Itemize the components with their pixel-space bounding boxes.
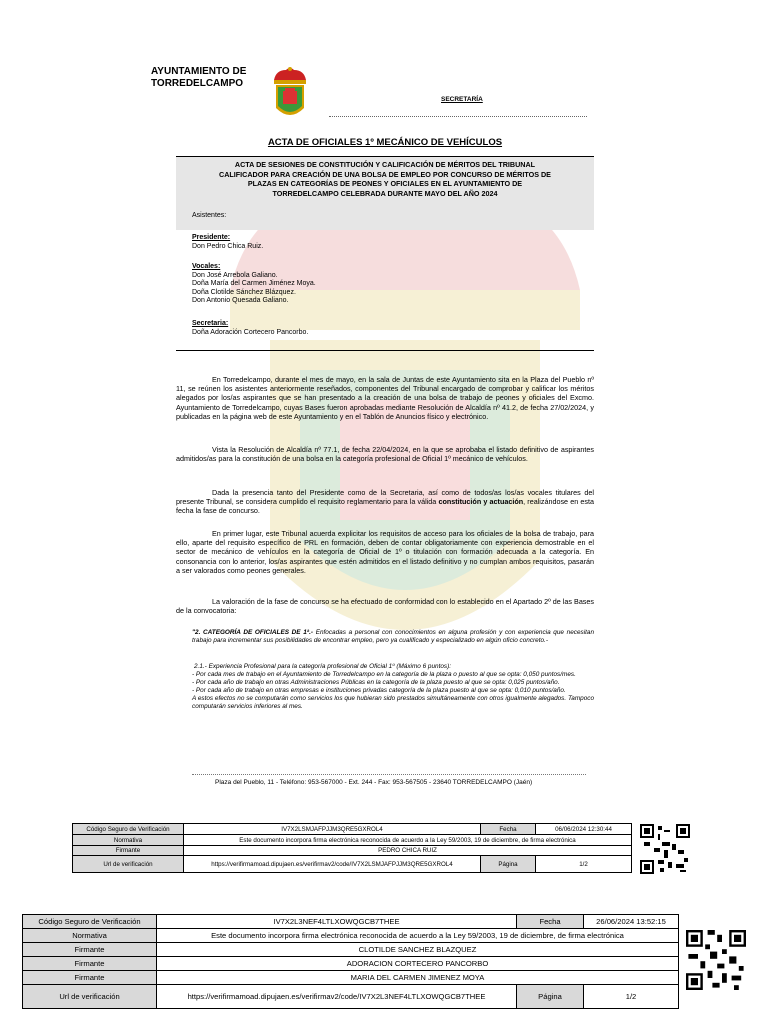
p3-text-end: , realizándose en esta fecha la fase de concurso. [176, 497, 594, 516]
fecha-value: 06/06/2024 12:30:44 [536, 824, 632, 835]
vocal-name: Don José Arrebola Galiano. [192, 271, 278, 279]
heading-line: TORREDELCAMPO CELEBRADA DURANTE MAYO DEL AÑO 2024 [272, 188, 498, 198]
csv-value: IV7X2L3NEF4LTLXOWQGCB7THEE [157, 915, 517, 929]
normativa-label: Normativa [23, 929, 157, 943]
paragraph-2: Vista la Resolución de Alcaldía nº 77.1, de fecha 22/04/2024, en la que se aprobaba el listado definitivo de aspirantes admitidos/as para la constitución de una bolsa en la categoría profesional de Oficial 1º mecánico de vehículos. [176, 445, 594, 464]
firmante-value: CLOTILDE SANCHEZ BLAZQUEZ [157, 943, 679, 957]
url-label: Url de verificación [73, 856, 184, 873]
csv-value: IV7X2LSMJAFPJJM3QRE5GXROL4 [184, 824, 481, 835]
divider [329, 116, 587, 117]
csv-label: Código Seguro de Verificación [23, 915, 157, 929]
firmante-value: PEDRO CHICA RUIZ [184, 846, 632, 856]
paragraph-5: La valoración de la fase de concurso se ha efectuado de conformidad con lo establecido en el Apartado 2º de las Bases de la convocatoria: [176, 597, 594, 616]
session-heading [176, 157, 594, 230]
secretaria-label: SECRETARÍA [441, 96, 483, 103]
firmante-label: Firmante [23, 957, 157, 971]
heading-line: CALIFICADOR PARA CREACIÓN DE UNA BOLSA DE EMPLEO POR CONCURSO DE MÉRITOS DE [219, 169, 551, 179]
pagina-label: Página [481, 856, 536, 873]
vocales-label: Vocales: [192, 263, 221, 270]
quote-line: - Por cada mes de trabajo en el Ayuntamiento de Torredelcampo en la categoría de la plaza o puesto al que se opta: 0,050 puntos/mes. [192, 671, 576, 678]
firmante-label: Firmante [23, 943, 157, 957]
firmante-label: Firmante [23, 971, 157, 985]
footer-divider [192, 774, 586, 775]
csv-label: Código Seguro de Verificación [73, 824, 184, 835]
document-title: ACTA DE OFICIALES 1º MECÁNICO DE VEHÍCULOS [267, 137, 503, 148]
firmante-label: Firmante [73, 846, 184, 856]
coat-of-arms-logo [268, 66, 312, 122]
presidente-name: Don Pedro Chica Ruiz. [192, 242, 264, 250]
quote-line: - Por cada año de trabajo en otras empresas e instituciones privadas categoría de la plaza puesto al que se opta: 0,010 puntos/año. [192, 687, 566, 694]
pagina-value: 1/2 [584, 985, 679, 1009]
verification-table-1 [72, 823, 632, 873]
url-value[interactable]: https://verifirmamoad.dipujaen.es/verifirmav2/code/IV7X2L3NEF4LTLXOWQGCB7THEE [157, 985, 517, 1009]
ayuntamiento-heading: AYUNTAMIENTO DE TORREDELCAMPO [151, 66, 247, 89]
normativa-value: Este documento incorpora firma electrónica reconocida de acuerdo a la Ley 59/2003, 19 de diciembre, de firma electrónica [157, 929, 679, 943]
p3-bold: constitución y actuación [438, 497, 524, 507]
paragraph-3 [176, 488, 594, 516]
vocal-name: Doña Clotilde Sánchez Blázquez. [192, 288, 296, 296]
fecha-value: 26/06/2024 13:52:15 [584, 915, 679, 929]
qr-code-icon [640, 824, 690, 874]
qr-code-icon [686, 930, 746, 990]
fecha-label: Fecha [481, 824, 536, 835]
quote-category [192, 629, 594, 645]
quote-line: 2.1.- Experiencia Profesional para la categoría profesional de Oficial 1º (Máximo 6 puntos): [194, 663, 452, 670]
pagina-label: Página [517, 985, 584, 1009]
quote-experience [192, 663, 594, 711]
footer-address: Plaza del Pueblo, 11 - Teléfono: 953-567000 - Ext. 244 - Fax: 953-567505 - 23640 TORREDELCAMPO (Jaén) [215, 779, 533, 786]
quote-category-title: "2. CATEGORÍA DE OFICIALES DE 1ª.- [192, 629, 314, 636]
vocal-name: Don Antonio Quesada Galiano. [192, 297, 289, 305]
normativa-label: Normativa [73, 835, 184, 846]
url-label: Url de verificación [23, 985, 157, 1009]
firmante-value: MARIA DEL CARMEN JIMENEZ MOYA [157, 971, 679, 985]
quote-category-text: Enfocadas a personal con conocimientos en alguna profesión y con experiencia que necesitan trabajo para incrementar sus posibilidades de encontrar empleo, pero ya cualificado y especializado en algún oficio concreto.- [192, 629, 594, 644]
session-box [176, 156, 594, 351]
secretaria-role-label: Secretaria: [192, 320, 229, 327]
asistentes-label: Asistentes: [192, 212, 227, 219]
paragraph-1: En Torredelcampo, durante el mes de mayo, en la sala de Juntas de este Ayuntamiento sita en la Plaza del Pueblo nº 11, se reúnen los asistentes anteriormente reseñados, componentes del Tribunal encargado de comprobar y calificar los méritos alegados por los/as aspirantes que se han presentado a la creación de una bolsa de trabajo de peones y oficiales del Excmo. Ayuntamiento de Torredelcampo, cuyas Bases fueron aprobadas mediante Resolución de Alcaldía nº 41.2, de fecha 27/02/2024, y publicadas en la página web de este Ayuntamiento y en el Tablón de Anuncios físico y electrónico. [176, 375, 594, 421]
heading-line: PLAZAS EN CATEGORÍAS DE PEONES Y OFICIALES EN EL AYUNTAMIENTO DE [247, 179, 523, 189]
vocal-name: Doña María del Carmen Jiménez Moya. [192, 280, 316, 288]
quote-line: A estos efectos no se computarán como servicios los que hubieran sido prestados simultáneamente con otros igualmente alegados. Tampoco computarán servicios inferiores al mes. [192, 695, 594, 710]
quote-line: - Por cada año de trabajo en otras Administraciones Públicas en la categoría de la plaza puesto al que se opta: 0,025 puntos/año. [192, 679, 560, 686]
normativa-value: Este documento incorpora firma electrónica reconocida de acuerdo a la Ley 59/2003, 19 de diciembre, de firma electrónica [184, 835, 632, 846]
secretaria-name: Doña Adoración Cortecero Pancorbo. [192, 328, 309, 336]
firmante-value: ADORACION CORTECERO PANCORBO [157, 957, 679, 971]
url-value[interactable]: https://verifirmamoad.dipujaen.es/verifirmav2/code/IV7X2LSMJAFPJJM3QRE5GXROL4 [184, 856, 481, 873]
verification-table-2 [22, 914, 679, 1009]
paragraph-4: En primer lugar, este Tribunal acuerda explicitar los requisitos de acceso para los oficiales de la bolsa de trabajo, para ello, aparte del requisito específico de PRL en formación, deben de contar obligatoriamente con experiencia demostrable en el sector de mecánico de vehículos en la categoría de Oficial de 1º o titulación con formación adecuada a la categoría. En consonancia con lo anterior, los/as aspirantes que estén admitidos en el listado definitivo y no cumplan ambos requisitos, pasarán a ser valorados como peones generales. [176, 529, 594, 575]
fecha-label: Fecha [517, 915, 584, 929]
heading-line: ACTA DE SESIONES DE CONSTITUCIÓN Y CALIFICACIÓN DE MÉRITOS DEL TRIBUNAL [234, 160, 536, 169]
presidente-label: Presidente: [192, 234, 231, 241]
pagina-value: 1/2 [536, 856, 632, 873]
p3-text: Dada la presencia tanto del Presidente como de la Secretaria, así como de todos/as los/as vocales titulares del presente Tribunal, se considera cumplido el requisito reglamentario para la válida [176, 488, 594, 507]
